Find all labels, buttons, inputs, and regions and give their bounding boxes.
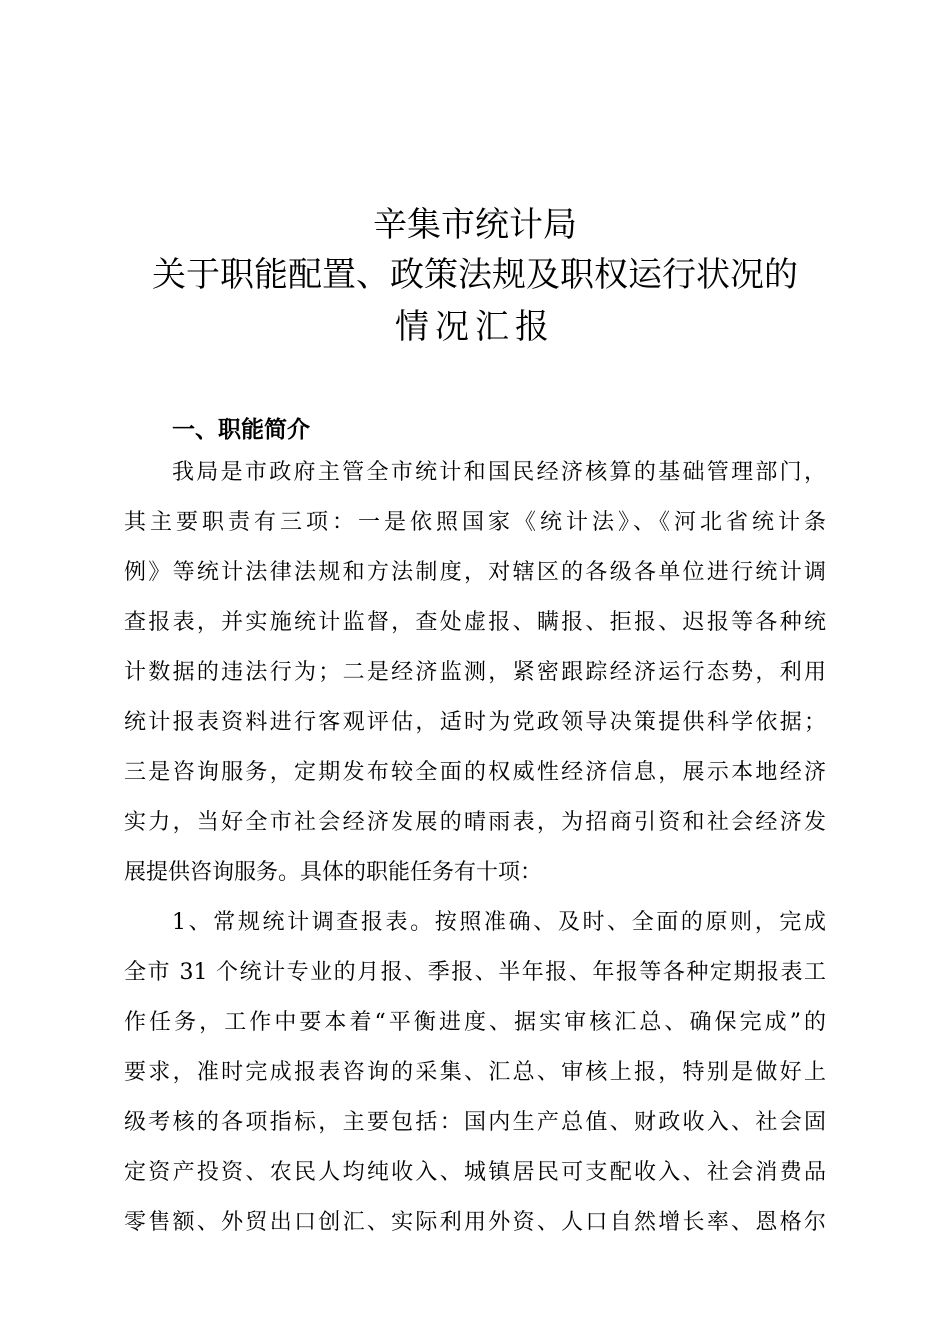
paragraph-line: 例》等统计法律法规和方法制度，对辖区的各级各单位进行统计调 (124, 560, 826, 585)
paragraph-line: 作任务，工作中要本着“平衡进度、据实审核汇总、确保完成”的 (124, 1010, 826, 1035)
paragraph-line: 计数据的违法行为；二是经济监测，紧密跟踪经济运行态势，利用 (124, 660, 826, 685)
paragraph-line: 我局是市政府主管全市统计和国民经济核算的基础管理部门， (172, 460, 826, 485)
section-heading: 一、职能简介 (172, 417, 310, 443)
document-title-line-3: 情况汇报 (395, 307, 555, 347)
paragraph-line: 1、常规统计调查报表。按照准确、及时、全面的原则，完成 (172, 910, 826, 935)
paragraph-line: 零售额、外贸出口创汇、实际利用外资、人口自然增长率、恩格尔 (124, 1210, 826, 1235)
paragraph-line: 全市 31 个统计专业的月报、季报、半年报、年报等各种定期报表工 (124, 960, 826, 985)
paragraph-line: 实力，当好全市社会经济发展的晴雨表，为招商引资和社会经济发 (124, 810, 826, 835)
paragraph-line: 其主要职责有三项：一是依照国家《统计法》、《河北省统计条 (124, 510, 826, 535)
paragraph-line: 要求，准时完成报表咨询的采集、汇总、审核上报，特别是做好上 (124, 1060, 826, 1085)
paragraph-line: 展提供咨询服务。具体的职能任务有十项： (124, 860, 543, 885)
document-title-line-1: 辛集市统计局 (373, 205, 577, 245)
document-title-line-2: 关于职能配置、政策法规及职权运行状况的 (152, 255, 798, 295)
paragraph-line: 查报表，并实施统计监督，查处虚报、瞒报、拒报、迟报等各种统 (124, 610, 826, 635)
paragraph-line: 统计报表资料进行客观评估，适时为党政领导决策提供科学依据； (124, 710, 826, 735)
paragraph-line: 级考核的各项指标，主要包括：国内生产总值、财政收入、社会固 (124, 1110, 826, 1135)
paragraph-line: 定资产投资、农民人均纯收入、城镇居民可支配收入、社会消费品 (124, 1160, 826, 1185)
paragraph-line: 三是咨询服务，定期发布较全面的权威性经济信息，展示本地经济 (124, 760, 826, 785)
